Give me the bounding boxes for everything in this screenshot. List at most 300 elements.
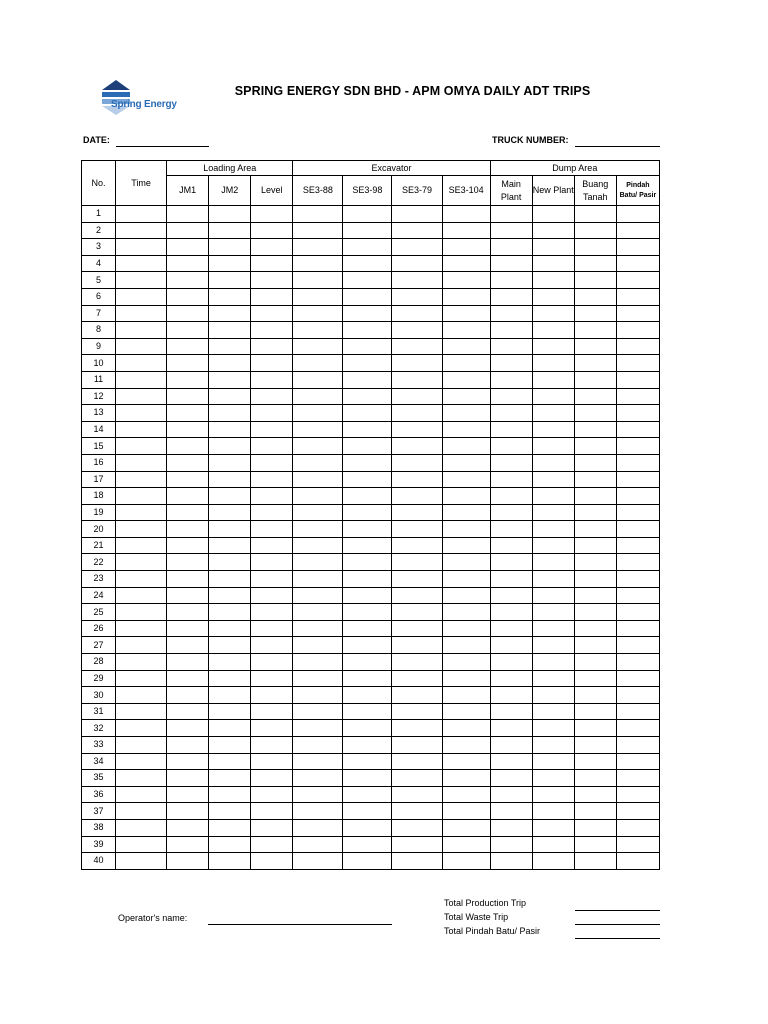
- cell-se3-88[interactable]: [293, 255, 343, 272]
- cell-se3-104[interactable]: [442, 703, 490, 720]
- cell-new-plant[interactable]: [532, 504, 574, 521]
- cell-level[interactable]: [251, 454, 293, 471]
- cell-pindah-batu-pasir[interactable]: [616, 620, 659, 637]
- cell-jm1[interactable]: [167, 819, 209, 836]
- cell-se3-88[interactable]: [293, 471, 343, 488]
- cell-se3-98[interactable]: [343, 654, 392, 671]
- cell-time[interactable]: [116, 670, 167, 687]
- cell-se3-79[interactable]: [392, 405, 442, 422]
- cell-new-plant[interactable]: [532, 620, 574, 637]
- cell-new-plant[interactable]: [532, 488, 574, 505]
- cell-se3-98[interactable]: [343, 371, 392, 388]
- cell-buang-tanah[interactable]: [574, 620, 616, 637]
- cell-jm1[interactable]: [167, 322, 209, 339]
- cell-se3-98[interactable]: [343, 206, 392, 223]
- cell-new-plant[interactable]: [532, 554, 574, 571]
- cell-se3-98[interactable]: [343, 222, 392, 239]
- cell-se3-88[interactable]: [293, 720, 343, 737]
- cell-pindah-batu-pasir[interactable]: [616, 819, 659, 836]
- cell-buang-tanah[interactable]: [574, 554, 616, 571]
- cell-se3-104[interactable]: [442, 521, 490, 538]
- cell-time[interactable]: [116, 786, 167, 803]
- cell-se3-98[interactable]: [343, 272, 392, 289]
- cell-jm2[interactable]: [209, 454, 251, 471]
- operator-name-field[interactable]: [208, 924, 392, 925]
- cell-se3-79[interactable]: [392, 206, 442, 223]
- cell-se3-104[interactable]: [442, 206, 490, 223]
- cell-se3-98[interactable]: [343, 637, 392, 654]
- cell-se3-98[interactable]: [343, 836, 392, 853]
- cell-pindah-batu-pasir[interactable]: [616, 454, 659, 471]
- cell-main-plant[interactable]: [490, 454, 532, 471]
- cell-main-plant[interactable]: [490, 819, 532, 836]
- cell-time[interactable]: [116, 604, 167, 621]
- cell-se3-98[interactable]: [343, 819, 392, 836]
- cell-pindah-batu-pasir[interactable]: [616, 305, 659, 322]
- cell-level[interactable]: [251, 355, 293, 372]
- cell-new-plant[interactable]: [532, 355, 574, 372]
- cell-main-plant[interactable]: [490, 604, 532, 621]
- cell-jm1[interactable]: [167, 405, 209, 422]
- cell-time[interactable]: [116, 737, 167, 754]
- cell-se3-98[interactable]: [343, 537, 392, 554]
- cell-se3-98[interactable]: [343, 438, 392, 455]
- cell-jm1[interactable]: [167, 620, 209, 637]
- cell-se3-79[interactable]: [392, 853, 442, 870]
- cell-se3-104[interactable]: [442, 537, 490, 554]
- cell-se3-79[interactable]: [392, 836, 442, 853]
- cell-new-plant[interactable]: [532, 770, 574, 787]
- cell-jm2[interactable]: [209, 488, 251, 505]
- cell-se3-104[interactable]: [442, 737, 490, 754]
- cell-time[interactable]: [116, 637, 167, 654]
- cell-buang-tanah[interactable]: [574, 571, 616, 588]
- truck-number-field[interactable]: [575, 146, 660, 147]
- cell-pindah-batu-pasir[interactable]: [616, 770, 659, 787]
- cell-main-plant[interactable]: [490, 554, 532, 571]
- cell-se3-98[interactable]: [343, 703, 392, 720]
- cell-pindah-batu-pasir[interactable]: [616, 571, 659, 588]
- cell-buang-tanah[interactable]: [574, 272, 616, 289]
- cell-jm1[interactable]: [167, 604, 209, 621]
- cell-main-plant[interactable]: [490, 770, 532, 787]
- cell-jm2[interactable]: [209, 670, 251, 687]
- cell-new-plant[interactable]: [532, 288, 574, 305]
- cell-se3-88[interactable]: [293, 371, 343, 388]
- cell-jm2[interactable]: [209, 571, 251, 588]
- cell-buang-tanah[interactable]: [574, 388, 616, 405]
- cell-main-plant[interactable]: [490, 239, 532, 256]
- cell-se3-79[interactable]: [392, 305, 442, 322]
- cell-se3-79[interactable]: [392, 637, 442, 654]
- cell-jm1[interactable]: [167, 687, 209, 704]
- cell-buang-tanah[interactable]: [574, 587, 616, 604]
- cell-se3-88[interactable]: [293, 803, 343, 820]
- cell-jm1[interactable]: [167, 720, 209, 737]
- cell-new-plant[interactable]: [532, 753, 574, 770]
- cell-pindah-batu-pasir[interactable]: [616, 355, 659, 372]
- cell-new-plant[interactable]: [532, 239, 574, 256]
- cell-pindah-batu-pasir[interactable]: [616, 488, 659, 505]
- cell-pindah-batu-pasir[interactable]: [616, 687, 659, 704]
- cell-time[interactable]: [116, 703, 167, 720]
- cell-level[interactable]: [251, 654, 293, 671]
- cell-buang-tanah[interactable]: [574, 753, 616, 770]
- cell-new-plant[interactable]: [532, 587, 574, 604]
- cell-new-plant[interactable]: [532, 604, 574, 621]
- cell-pindah-batu-pasir[interactable]: [616, 239, 659, 256]
- cell-pindah-batu-pasir[interactable]: [616, 836, 659, 853]
- cell-se3-88[interactable]: [293, 737, 343, 754]
- cell-se3-88[interactable]: [293, 786, 343, 803]
- cell-time[interactable]: [116, 687, 167, 704]
- cell-jm1[interactable]: [167, 454, 209, 471]
- cell-main-plant[interactable]: [490, 687, 532, 704]
- total-pindah-batu-pasir-field[interactable]: [575, 938, 660, 939]
- cell-pindah-batu-pasir[interactable]: [616, 405, 659, 422]
- cell-time[interactable]: [116, 305, 167, 322]
- cell-se3-104[interactable]: [442, 471, 490, 488]
- cell-jm1[interactable]: [167, 836, 209, 853]
- cell-jm2[interactable]: [209, 355, 251, 372]
- cell-se3-79[interactable]: [392, 587, 442, 604]
- cell-main-plant[interactable]: [490, 720, 532, 737]
- cell-time[interactable]: [116, 255, 167, 272]
- cell-jm1[interactable]: [167, 786, 209, 803]
- cell-se3-98[interactable]: [343, 504, 392, 521]
- cell-new-plant[interactable]: [532, 637, 574, 654]
- cell-se3-104[interactable]: [442, 670, 490, 687]
- cell-main-plant[interactable]: [490, 421, 532, 438]
- cell-time[interactable]: [116, 239, 167, 256]
- cell-se3-88[interactable]: [293, 521, 343, 538]
- cell-new-plant[interactable]: [532, 803, 574, 820]
- cell-se3-104[interactable]: [442, 654, 490, 671]
- cell-main-plant[interactable]: [490, 371, 532, 388]
- cell-jm1[interactable]: [167, 770, 209, 787]
- cell-se3-104[interactable]: [442, 687, 490, 704]
- cell-se3-88[interactable]: [293, 388, 343, 405]
- cell-se3-104[interactable]: [442, 554, 490, 571]
- cell-jm2[interactable]: [209, 288, 251, 305]
- cell-main-plant[interactable]: [490, 786, 532, 803]
- cell-level[interactable]: [251, 288, 293, 305]
- cell-main-plant[interactable]: [490, 206, 532, 223]
- cell-se3-88[interactable]: [293, 454, 343, 471]
- cell-se3-104[interactable]: [442, 819, 490, 836]
- cell-time[interactable]: [116, 504, 167, 521]
- cell-jm2[interactable]: [209, 786, 251, 803]
- cell-se3-88[interactable]: [293, 637, 343, 654]
- cell-se3-79[interactable]: [392, 803, 442, 820]
- cell-level[interactable]: [251, 670, 293, 687]
- cell-se3-88[interactable]: [293, 770, 343, 787]
- cell-se3-98[interactable]: [343, 687, 392, 704]
- cell-new-plant[interactable]: [532, 272, 574, 289]
- cell-se3-98[interactable]: [343, 554, 392, 571]
- cell-main-plant[interactable]: [490, 322, 532, 339]
- cell-se3-104[interactable]: [442, 371, 490, 388]
- cell-level[interactable]: [251, 571, 293, 588]
- cell-jm2[interactable]: [209, 687, 251, 704]
- cell-level[interactable]: [251, 703, 293, 720]
- cell-se3-104[interactable]: [442, 770, 490, 787]
- cell-se3-104[interactable]: [442, 288, 490, 305]
- cell-time[interactable]: [116, 853, 167, 870]
- cell-buang-tanah[interactable]: [574, 737, 616, 754]
- cell-jm1[interactable]: [167, 587, 209, 604]
- cell-new-plant[interactable]: [532, 571, 574, 588]
- cell-jm1[interactable]: [167, 703, 209, 720]
- cell-main-plant[interactable]: [490, 438, 532, 455]
- cell-time[interactable]: [116, 554, 167, 571]
- cell-main-plant[interactable]: [490, 836, 532, 853]
- cell-jm2[interactable]: [209, 338, 251, 355]
- cell-jm1[interactable]: [167, 537, 209, 554]
- cell-buang-tanah[interactable]: [574, 488, 616, 505]
- cell-se3-79[interactable]: [392, 753, 442, 770]
- cell-buang-tanah[interactable]: [574, 288, 616, 305]
- cell-jm2[interactable]: [209, 537, 251, 554]
- cell-se3-88[interactable]: [293, 405, 343, 422]
- cell-se3-79[interactable]: [392, 388, 442, 405]
- cell-se3-104[interactable]: [442, 853, 490, 870]
- cell-se3-104[interactable]: [442, 720, 490, 737]
- cell-se3-98[interactable]: [343, 388, 392, 405]
- cell-new-plant[interactable]: [532, 654, 574, 671]
- cell-buang-tanah[interactable]: [574, 355, 616, 372]
- cell-new-plant[interactable]: [532, 371, 574, 388]
- cell-buang-tanah[interactable]: [574, 836, 616, 853]
- cell-jm1[interactable]: [167, 637, 209, 654]
- cell-se3-98[interactable]: [343, 853, 392, 870]
- cell-pindah-batu-pasir[interactable]: [616, 504, 659, 521]
- cell-se3-79[interactable]: [392, 255, 442, 272]
- cell-jm2[interactable]: [209, 836, 251, 853]
- cell-jm2[interactable]: [209, 819, 251, 836]
- cell-jm2[interactable]: [209, 770, 251, 787]
- cell-new-plant[interactable]: [532, 737, 574, 754]
- cell-jm1[interactable]: [167, 338, 209, 355]
- cell-time[interactable]: [116, 537, 167, 554]
- cell-level[interactable]: [251, 521, 293, 538]
- cell-time[interactable]: [116, 654, 167, 671]
- cell-se3-104[interactable]: [442, 571, 490, 588]
- cell-se3-88[interactable]: [293, 288, 343, 305]
- cell-se3-98[interactable]: [343, 604, 392, 621]
- cell-time[interactable]: [116, 571, 167, 588]
- cell-jm1[interactable]: [167, 371, 209, 388]
- cell-jm1[interactable]: [167, 438, 209, 455]
- cell-jm2[interactable]: [209, 471, 251, 488]
- cell-se3-104[interactable]: [442, 438, 490, 455]
- cell-jm2[interactable]: [209, 405, 251, 422]
- cell-se3-98[interactable]: [343, 405, 392, 422]
- cell-level[interactable]: [251, 239, 293, 256]
- cell-main-plant[interactable]: [490, 620, 532, 637]
- cell-se3-98[interactable]: [343, 471, 392, 488]
- cell-jm2[interactable]: [209, 438, 251, 455]
- cell-level[interactable]: [251, 438, 293, 455]
- cell-se3-98[interactable]: [343, 338, 392, 355]
- total-waste-trip-field[interactable]: [575, 924, 660, 925]
- cell-se3-98[interactable]: [343, 355, 392, 372]
- cell-level[interactable]: [251, 853, 293, 870]
- cell-jm2[interactable]: [209, 504, 251, 521]
- cell-se3-79[interactable]: [392, 537, 442, 554]
- cell-pindah-batu-pasir[interactable]: [616, 537, 659, 554]
- cell-jm1[interactable]: [167, 471, 209, 488]
- cell-new-plant[interactable]: [532, 720, 574, 737]
- cell-jm2[interactable]: [209, 255, 251, 272]
- cell-buang-tanah[interactable]: [574, 670, 616, 687]
- cell-jm1[interactable]: [167, 654, 209, 671]
- cell-jm1[interactable]: [167, 388, 209, 405]
- cell-time[interactable]: [116, 288, 167, 305]
- cell-pindah-batu-pasir[interactable]: [616, 338, 659, 355]
- cell-main-plant[interactable]: [490, 670, 532, 687]
- cell-new-plant[interactable]: [532, 255, 574, 272]
- cell-pindah-batu-pasir[interactable]: [616, 654, 659, 671]
- cell-se3-79[interactable]: [392, 554, 442, 571]
- cell-level[interactable]: [251, 305, 293, 322]
- cell-se3-104[interactable]: [442, 305, 490, 322]
- cell-pindah-batu-pasir[interactable]: [616, 272, 659, 289]
- cell-pindah-batu-pasir[interactable]: [616, 853, 659, 870]
- cell-se3-88[interactable]: [293, 687, 343, 704]
- cell-level[interactable]: [251, 604, 293, 621]
- cell-se3-104[interactable]: [442, 488, 490, 505]
- cell-new-plant[interactable]: [532, 338, 574, 355]
- cell-time[interactable]: [116, 488, 167, 505]
- cell-main-plant[interactable]: [490, 571, 532, 588]
- cell-main-plant[interactable]: [490, 488, 532, 505]
- total-production-trip-field[interactable]: [575, 910, 660, 911]
- cell-se3-79[interactable]: [392, 654, 442, 671]
- cell-jm2[interactable]: [209, 421, 251, 438]
- cell-jm1[interactable]: [167, 488, 209, 505]
- cell-jm2[interactable]: [209, 554, 251, 571]
- cell-time[interactable]: [116, 836, 167, 853]
- cell-se3-104[interactable]: [442, 504, 490, 521]
- cell-se3-104[interactable]: [442, 388, 490, 405]
- cell-jm2[interactable]: [209, 272, 251, 289]
- cell-jm2[interactable]: [209, 239, 251, 256]
- cell-new-plant[interactable]: [532, 687, 574, 704]
- cell-se3-88[interactable]: [293, 206, 343, 223]
- cell-buang-tanah[interactable]: [574, 537, 616, 554]
- cell-pindah-batu-pasir[interactable]: [616, 438, 659, 455]
- cell-level[interactable]: [251, 405, 293, 422]
- cell-time[interactable]: [116, 454, 167, 471]
- cell-pindah-batu-pasir[interactable]: [616, 421, 659, 438]
- cell-new-plant[interactable]: [532, 206, 574, 223]
- cell-level[interactable]: [251, 338, 293, 355]
- cell-new-plant[interactable]: [532, 322, 574, 339]
- cell-pindah-batu-pasir[interactable]: [616, 222, 659, 239]
- cell-se3-79[interactable]: [392, 421, 442, 438]
- cell-main-plant[interactable]: [490, 521, 532, 538]
- cell-buang-tanah[interactable]: [574, 803, 616, 820]
- cell-time[interactable]: [116, 322, 167, 339]
- cell-time[interactable]: [116, 471, 167, 488]
- cell-main-plant[interactable]: [490, 753, 532, 770]
- cell-time[interactable]: [116, 222, 167, 239]
- cell-se3-104[interactable]: [442, 836, 490, 853]
- cell-se3-88[interactable]: [293, 438, 343, 455]
- cell-pindah-batu-pasir[interactable]: [616, 554, 659, 571]
- cell-level[interactable]: [251, 488, 293, 505]
- cell-jm1[interactable]: [167, 521, 209, 538]
- cell-level[interactable]: [251, 554, 293, 571]
- cell-new-plant[interactable]: [532, 305, 574, 322]
- cell-buang-tanah[interactable]: [574, 521, 616, 538]
- cell-new-plant[interactable]: [532, 853, 574, 870]
- cell-main-plant[interactable]: [490, 288, 532, 305]
- cell-new-plant[interactable]: [532, 786, 574, 803]
- cell-se3-104[interactable]: [442, 405, 490, 422]
- cell-new-plant[interactable]: [532, 438, 574, 455]
- cell-jm2[interactable]: [209, 853, 251, 870]
- cell-time[interactable]: [116, 753, 167, 770]
- cell-new-plant[interactable]: [532, 703, 574, 720]
- cell-level[interactable]: [251, 737, 293, 754]
- cell-se3-88[interactable]: [293, 571, 343, 588]
- cell-se3-98[interactable]: [343, 786, 392, 803]
- cell-se3-98[interactable]: [343, 587, 392, 604]
- cell-jm2[interactable]: [209, 388, 251, 405]
- cell-main-plant[interactable]: [490, 272, 532, 289]
- cell-se3-79[interactable]: [392, 687, 442, 704]
- cell-se3-79[interactable]: [392, 454, 442, 471]
- cell-se3-79[interactable]: [392, 571, 442, 588]
- cell-buang-tanah[interactable]: [574, 770, 616, 787]
- cell-buang-tanah[interactable]: [574, 703, 616, 720]
- cell-main-plant[interactable]: [490, 587, 532, 604]
- cell-buang-tanah[interactable]: [574, 239, 616, 256]
- cell-buang-tanah[interactable]: [574, 471, 616, 488]
- cell-se3-79[interactable]: [392, 272, 442, 289]
- cell-se3-104[interactable]: [442, 322, 490, 339]
- cell-level[interactable]: [251, 272, 293, 289]
- cell-se3-98[interactable]: [343, 620, 392, 637]
- cell-se3-98[interactable]: [343, 488, 392, 505]
- cell-buang-tanah[interactable]: [574, 371, 616, 388]
- cell-main-plant[interactable]: [490, 853, 532, 870]
- cell-jm1[interactable]: [167, 288, 209, 305]
- date-field[interactable]: [116, 146, 209, 147]
- cell-jm1[interactable]: [167, 853, 209, 870]
- cell-se3-79[interactable]: [392, 355, 442, 372]
- cell-new-plant[interactable]: [532, 537, 574, 554]
- cell-level[interactable]: [251, 471, 293, 488]
- cell-main-plant[interactable]: [490, 803, 532, 820]
- cell-se3-79[interactable]: [392, 521, 442, 538]
- cell-se3-98[interactable]: [343, 670, 392, 687]
- cell-main-plant[interactable]: [490, 222, 532, 239]
- cell-time[interactable]: [116, 803, 167, 820]
- cell-level[interactable]: [251, 421, 293, 438]
- cell-se3-104[interactable]: [442, 604, 490, 621]
- cell-se3-79[interactable]: [392, 222, 442, 239]
- cell-se3-98[interactable]: [343, 305, 392, 322]
- cell-se3-88[interactable]: [293, 587, 343, 604]
- cell-jm2[interactable]: [209, 322, 251, 339]
- cell-level[interactable]: [251, 786, 293, 803]
- cell-jm2[interactable]: [209, 305, 251, 322]
- cell-jm1[interactable]: [167, 272, 209, 289]
- cell-se3-98[interactable]: [343, 239, 392, 256]
